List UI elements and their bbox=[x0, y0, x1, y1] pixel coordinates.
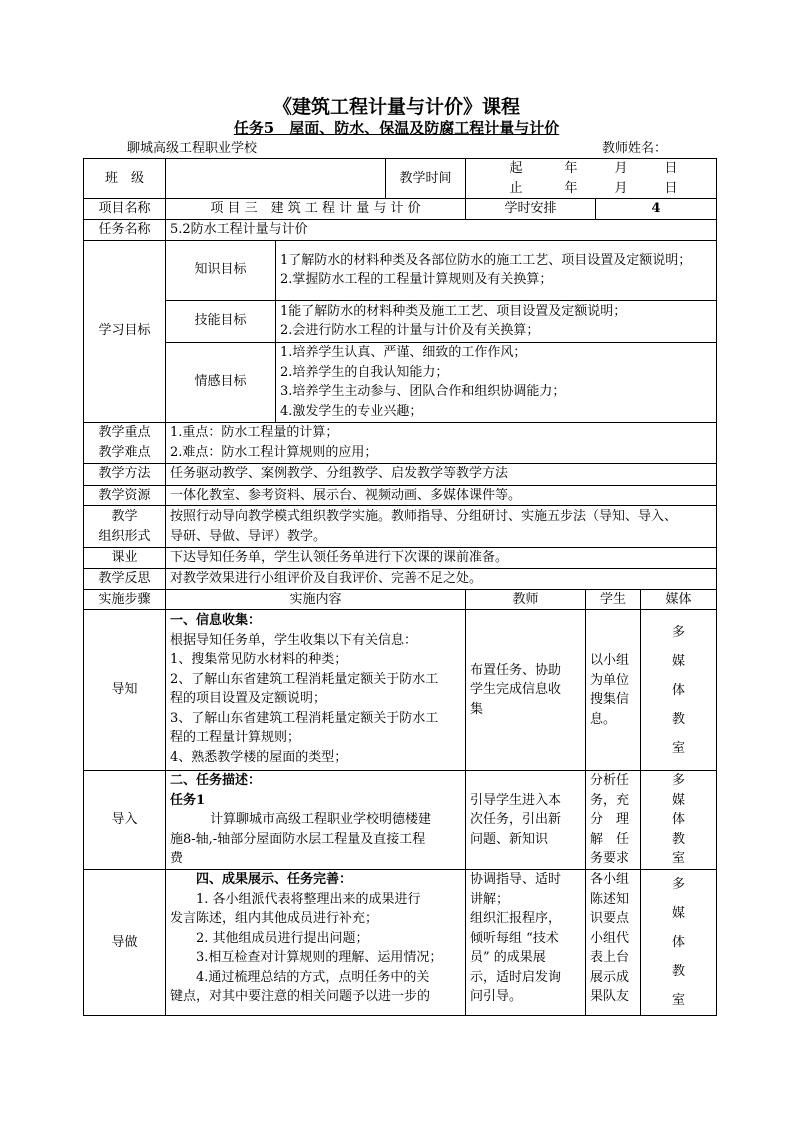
text-line: 媒 bbox=[671, 906, 685, 921]
time-label: 教学时间 bbox=[386, 159, 466, 199]
text-line: 以小组 bbox=[590, 653, 630, 668]
date-start bbox=[470, 159, 712, 179]
text-line: 室 bbox=[671, 993, 685, 1008]
step-content bbox=[166, 771, 466, 870]
text-line: 倾听每组 “技术 bbox=[470, 930, 559, 946]
step-content-line: 2. 其他组成员进行提出问题； bbox=[196, 930, 369, 946]
text-line: 1能了解防水的材料种类及施工工艺、项目设置及定额说明； bbox=[280, 303, 627, 319]
text-line: 根据导知任务单，学生收集以下有关信息： bbox=[170, 632, 418, 648]
time-value bbox=[466, 159, 717, 199]
text-line: 导研、导做、导评）教学。 bbox=[170, 528, 327, 544]
text-line: 2.会进行防水工程的计量与计价及有关换算； bbox=[280, 323, 540, 338]
step-student bbox=[586, 771, 641, 870]
knowledge-line: 1了解防水的材料种类及各部位防水的施工工艺、项目设置及定额说明； bbox=[280, 252, 692, 268]
step-name: 导做 bbox=[84, 870, 166, 1016]
text-line: 年 bbox=[564, 161, 578, 176]
text-line: 室 bbox=[671, 851, 685, 867]
text-line: 2.培养学生的自我认知能力； bbox=[280, 364, 449, 380]
knowledge-line: 2.掌握防水工程的工程量计算规则及有关换算； bbox=[280, 272, 553, 287]
text-line: 务，充 bbox=[590, 792, 630, 808]
text-line: 协调指导、适时 bbox=[470, 872, 562, 887]
text-line: 3.培养学生主动参与、团队合作和组织协调能力； bbox=[280, 384, 566, 399]
task-subtitle-text: 任务5 屋面、防水、保温及防腐工程计量与计价 bbox=[233, 119, 560, 137]
teacher-name-label: 教师姓名： bbox=[602, 141, 668, 156]
step-row-daozuo bbox=[84, 870, 717, 1016]
resource-value: 一体化教室、参考资料、展示台、视频动画、多媒体课件等。 bbox=[166, 485, 717, 506]
text-line: 体 bbox=[671, 935, 685, 950]
knowledge-label: 知识目标 bbox=[166, 240, 276, 300]
text-line: 起 bbox=[509, 161, 523, 176]
text-line: 示，适时启发询 bbox=[470, 969, 562, 985]
emotion-label: 情感目标 bbox=[166, 342, 276, 422]
step-content-line: 3.相互检查对计算规则的理解、运用情况； bbox=[196, 950, 443, 965]
skill-content bbox=[276, 300, 717, 342]
project-label: 项目名称 bbox=[84, 199, 166, 220]
step-name: 导入 bbox=[84, 771, 166, 870]
resource-label: 教学资源 bbox=[84, 485, 166, 506]
text-line: 各小组 bbox=[590, 872, 630, 887]
text-line: 按照行动导向教学模式组织教学实施。教师指导、分组研讨、实施五步法（导知、导入、 bbox=[170, 509, 678, 524]
step-teacher bbox=[466, 610, 586, 771]
school-name: 聊城高级工程职业学校 bbox=[127, 141, 258, 156]
step-heading: 一、信息收集： bbox=[170, 613, 262, 628]
step-media bbox=[641, 610, 717, 771]
objectives-label: 学习目标 bbox=[84, 240, 166, 422]
emotion-content bbox=[276, 342, 717, 422]
text-line: 体 bbox=[671, 682, 685, 698]
text-line: 讲解； bbox=[470, 891, 510, 907]
step-content-line: 键点，对其中要注意的相关问题予以进一步的 bbox=[170, 989, 431, 1004]
steps-header-row bbox=[84, 589, 717, 610]
project-value: 项 目 三 建 筑 工 程 计 量 与 计 价 bbox=[166, 199, 466, 220]
lesson-plan-table bbox=[83, 158, 717, 1016]
text-line: 多 bbox=[671, 877, 685, 892]
skill-row bbox=[84, 300, 717, 342]
step-subheading: 任务1 bbox=[170, 792, 206, 808]
method-label: 教学方法 bbox=[84, 463, 166, 485]
class-label: 班 级 bbox=[84, 159, 166, 199]
text-line: 日 bbox=[664, 161, 678, 176]
text-line: 4、熟悉教学楼的屋面的类型； bbox=[170, 749, 348, 765]
text-line: 展示成 bbox=[590, 969, 630, 985]
homework-label: 课业 bbox=[84, 548, 166, 569]
text-line: 媒 bbox=[671, 653, 685, 669]
header-content: 实施内容 bbox=[166, 589, 466, 610]
text-line: 教 bbox=[671, 711, 685, 727]
course-title: 《建筑工程计量与计价》课程 bbox=[272, 96, 520, 118]
key-points-label bbox=[84, 422, 166, 463]
text-line: 1、搜集常见防水材料的种类； bbox=[170, 652, 348, 667]
text-line: 体 bbox=[671, 812, 685, 828]
text-line: 引导学生进入本 bbox=[470, 792, 562, 808]
header-media: 媒体 bbox=[641, 589, 717, 610]
text-line: 3、了解山东省建筑工程消耗量定额关于防水工 bbox=[170, 710, 439, 726]
text-line: 1.培养学生认真、严谨、细致的工作作风； bbox=[280, 345, 527, 360]
method-row bbox=[84, 463, 717, 485]
text-line: 陈述知 bbox=[590, 891, 630, 907]
homework-value: 下达导知任务单，学生认领任务单进行下次课的课前准备。 bbox=[166, 548, 717, 569]
text-line: 月 bbox=[614, 161, 628, 176]
text-line: 教 bbox=[671, 964, 685, 979]
text-line: 搜集信 bbox=[590, 692, 630, 707]
text-line: 媒 bbox=[671, 792, 685, 808]
step-name: 导知 bbox=[84, 610, 166, 771]
knowledge-content bbox=[276, 240, 717, 300]
text-line: 程的工程量计算规则； bbox=[170, 730, 301, 745]
reflection-value: 对教学效果进行小组评价及自我评价、完善不足之处。 bbox=[166, 568, 717, 589]
step-content bbox=[166, 870, 466, 1016]
text-line: 分析任 bbox=[590, 773, 630, 789]
text-line: 程的项目设置及定额说明； bbox=[170, 691, 327, 706]
key-points-content bbox=[166, 422, 717, 463]
step-heading: 四、成果展示、任务完善： bbox=[196, 872, 353, 887]
organization-content bbox=[166, 506, 717, 548]
knowledge-row bbox=[84, 240, 717, 300]
emotion-row bbox=[84, 342, 717, 422]
step-content bbox=[166, 610, 466, 771]
header-step: 实施步骤 bbox=[84, 589, 166, 610]
text-line: 小组代 bbox=[590, 930, 630, 946]
hours-value: 4 bbox=[596, 199, 717, 220]
text-line: 解 任 bbox=[590, 831, 630, 847]
reflection-row bbox=[84, 568, 717, 589]
task-subtitle bbox=[0, 117, 793, 138]
text-line: 1.重点：防水工程量的计算； bbox=[170, 425, 339, 440]
organization-label bbox=[84, 506, 166, 548]
header-teacher: 教师 bbox=[466, 589, 586, 610]
text-line: 务要求 bbox=[590, 851, 630, 867]
text-line: 布置任务、协助 bbox=[470, 662, 562, 678]
key-points-row bbox=[84, 422, 717, 463]
step-row-daoru bbox=[84, 771, 717, 870]
text-line: 问引导。 bbox=[470, 989, 523, 1004]
text-line: 月 bbox=[614, 180, 628, 196]
step-content-line: 施8-轴,-轴部分屋面防水层工程量及直接工程 bbox=[170, 831, 426, 847]
text-line: 教学 bbox=[111, 509, 138, 524]
text-line: 教学难点 bbox=[98, 444, 151, 460]
text-line: 4.激发学生的专业兴趣； bbox=[280, 403, 423, 419]
skill-label: 技能目标 bbox=[166, 300, 276, 342]
step-row-daozhi bbox=[84, 610, 717, 771]
text-line: 2、了解山东省建筑工程消耗量定额关于防水工 bbox=[170, 671, 439, 687]
task-row bbox=[84, 219, 717, 240]
step-content-line: 计算聊城市高级工程职业学校明德楼建 bbox=[210, 812, 432, 827]
class-row bbox=[84, 159, 717, 199]
step-content-line: 费 bbox=[170, 851, 184, 866]
text-line: 年 bbox=[564, 180, 578, 196]
step-student bbox=[586, 870, 641, 1016]
text-line: 2.难点：防水工程计算规则的应用； bbox=[170, 444, 378, 460]
step-heading: 二、任务描述： bbox=[170, 773, 262, 788]
text-line: 学生完成信息收 bbox=[470, 682, 562, 698]
text-line: 息。 bbox=[590, 711, 617, 727]
text-line: 表上台 bbox=[590, 950, 630, 965]
project-row bbox=[84, 199, 717, 220]
text-line: 问题、新知识 bbox=[470, 831, 549, 847]
method-value: 任务驱动教学、案例教学、分组教学、启发教学等教学方法 bbox=[166, 463, 717, 485]
task-value: 5.2防水工程计量与计价 bbox=[166, 219, 717, 240]
text-line: 果队友 bbox=[590, 989, 630, 1004]
step-content-lines bbox=[170, 631, 461, 768]
step-teacher bbox=[466, 870, 586, 1016]
step-teacher bbox=[466, 771, 586, 870]
text-line: 多 bbox=[671, 624, 685, 640]
text-line: 多 bbox=[671, 773, 685, 789]
text-line: 教 bbox=[671, 831, 685, 847]
homework-row bbox=[84, 548, 717, 569]
header-student: 学生 bbox=[586, 589, 641, 610]
text-line: 识要点 bbox=[590, 911, 630, 926]
step-content-line: 1. 各小组派代表将整理出来的成果进行 bbox=[196, 891, 421, 907]
organization-row bbox=[84, 506, 717, 548]
task-label: 任务名称 bbox=[84, 219, 166, 240]
reflection-label: 教学反思 bbox=[84, 568, 166, 589]
text-line: 组织形式 bbox=[98, 528, 151, 544]
step-content-line: 4.通过梳理总结的方式，点明任务中的关 bbox=[196, 969, 430, 985]
text-line: 止 bbox=[509, 180, 523, 196]
step-content-line: 发言陈述，组内其他成员进行补充； bbox=[170, 911, 379, 926]
text-line: 次任务，引出新 bbox=[470, 812, 562, 828]
date-end bbox=[470, 179, 712, 199]
text-line: 日 bbox=[664, 180, 678, 196]
text-line: 为单位 bbox=[590, 672, 630, 688]
text-line: 集 bbox=[470, 701, 484, 717]
hours-label: 学时安排 bbox=[466, 199, 596, 220]
step-student bbox=[586, 610, 641, 771]
text-line: 室 bbox=[671, 740, 685, 756]
class-value bbox=[166, 159, 386, 199]
text-line: 分 理 bbox=[590, 812, 630, 828]
resource-row bbox=[84, 485, 717, 506]
step-media bbox=[641, 771, 717, 870]
text-line: 教学重点 bbox=[98, 425, 151, 440]
text-line: 组织汇报程序， bbox=[470, 911, 562, 926]
step-media bbox=[641, 870, 717, 1016]
text-line: 员” 的成果展 bbox=[470, 950, 546, 965]
